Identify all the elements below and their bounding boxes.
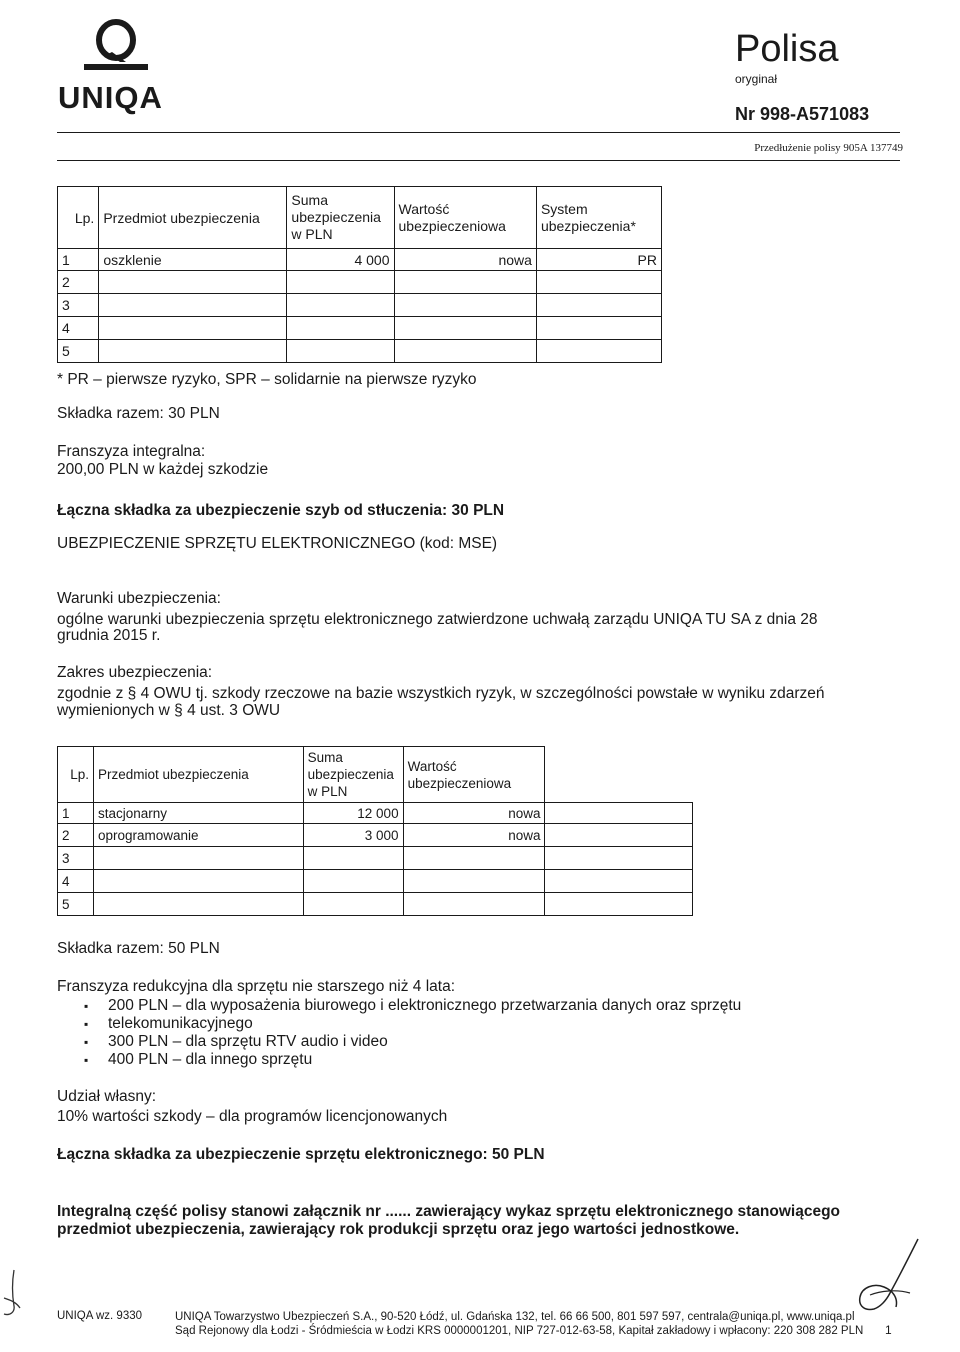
row-value: nowa (403, 803, 545, 824)
integral-franchise-text: 200,00 PLN w każdej szkodzie (57, 461, 269, 478)
attachment-line-2: przedmiot ubezpieczenia, zawierający rok produkcji sprzętu oraz jego wartości jednostkowe. (57, 1221, 740, 1238)
form-code: UNIQA wz. 9330 (57, 1310, 143, 1322)
row-lp: 4 (58, 870, 94, 893)
electronics-section-title: UBEZPIECZENIE SPRZĘTU ELEKTRONICZNEGO (kod: MSE) (57, 535, 498, 552)
row-lp: 5 (58, 893, 94, 916)
electronics-total: Łączna składka za ubezpieczenie sprzętu elektronicznego: 50 PLN (57, 1146, 545, 1163)
header-rule-bottom (57, 160, 900, 161)
row-empty (545, 803, 693, 824)
attachment-line-1: Integralną część polisy stanowi załącznik nr ...... zawierający wykaz sprzętu elektronicznego stanowiącego (57, 1203, 841, 1220)
own-share-text: 10% wartości szkody – dla programów licencjonowanych (57, 1108, 448, 1125)
col-sum-header: Suma ubezpieczenia w PLN (287, 187, 394, 249)
row-sum (287, 340, 394, 363)
row-subject: stacjonarny (93, 803, 303, 824)
table-row (58, 847, 693, 870)
conditions-line-2: grudnia 2015 r. (57, 627, 161, 644)
glass-footnote: * PR – pierwsze ryzyko, SPR – solidarnie na pierwsze ryzyko (57, 371, 477, 388)
row-lp: 4 (58, 317, 99, 340)
col-system-header: System ubezpieczenia* (536, 187, 661, 249)
row-lp: 3 (58, 847, 94, 870)
list-item: ▪ 200 PLN – dla wyposażenia biurowego i elektronicznego przetwarzania danych oraz sprzętu (108, 997, 741, 1015)
col-sum-header: Suma ubezpieczenia w PLN (303, 747, 403, 803)
col-lp-header: Lp. (58, 747, 94, 803)
company-info (175, 1310, 863, 1338)
row-sum: 3 000 (303, 824, 403, 847)
col-lp-header: Lp. (58, 187, 99, 249)
row-empty (545, 824, 693, 847)
row-lp: 5 (58, 340, 99, 363)
logo-text: UNIQA (58, 80, 163, 115)
row-sum (303, 847, 403, 870)
row-subject: oszklenie (99, 249, 287, 271)
row-system (536, 317, 661, 340)
integral-franchise-title: Franszyza integralna: (57, 443, 206, 460)
table-row (58, 893, 693, 916)
renewal-note: Przedłużenie polisy 905A 137749 (754, 142, 903, 154)
row-system (536, 294, 661, 317)
row-value (394, 317, 536, 340)
row-empty (545, 893, 693, 916)
table-row (58, 317, 662, 340)
row-lp: 3 (58, 294, 99, 317)
row-sum (303, 870, 403, 893)
list-item: ▪ telekomunikacyjnego (108, 1015, 741, 1033)
row-subject (93, 870, 303, 893)
row-lp: 2 (58, 271, 99, 294)
row-subject (93, 893, 303, 916)
row-lp: 2 (58, 824, 94, 847)
row-value (394, 294, 536, 317)
equipment-premium: Składka razem: 50 PLN (57, 940, 220, 957)
empty-header (545, 747, 693, 803)
row-system (536, 340, 661, 363)
row-sum (303, 893, 403, 916)
row-subject (99, 340, 287, 363)
own-share-title: Udział własny: (57, 1088, 157, 1105)
row-lp: 1 (58, 249, 99, 271)
table-row (58, 249, 662, 271)
row-sum (287, 271, 394, 294)
conditions-line-1: ogólne warunki ubezpieczenia sprzętu elektronicznego zatwierdzone uchwałą zarządu UNIQA TU SA z dnia 28 (57, 611, 818, 628)
page-number: 1 (885, 1323, 892, 1337)
row-system (536, 271, 661, 294)
row-value (394, 271, 536, 294)
glass-premium: Składka razem: 30 PLN (57, 405, 220, 422)
reduction-franchise-title: Franszyza redukcyjna dla sprzętu nie starszego niż 4 lata: (57, 978, 456, 995)
table-header-row (58, 747, 693, 803)
row-system: PR (536, 249, 661, 271)
row-sum (287, 317, 394, 340)
col-value-header: Wartość ubezpieczeniowa (403, 747, 545, 803)
conditions-title: Warunki ubezpieczenia: (57, 590, 221, 607)
row-subject: oprogramowanie (93, 824, 303, 847)
row-subject (93, 847, 303, 870)
row-value (403, 870, 545, 893)
list-item: ▪ 300 PLN – dla sprzętu RTV audio i video (108, 1033, 741, 1051)
col-subject-header: Przedmiot ubezpieczenia (99, 187, 287, 249)
row-lp: 1 (58, 803, 94, 824)
list-item: ▪ 400 PLN – dla innego sprzętu (108, 1051, 741, 1069)
row-sum: 4 000 (287, 249, 394, 271)
table-header-row (58, 187, 662, 249)
scope-line-1: zgodnie z § 4 OWU tj. szkody rzeczowe na bazie wszystkich ryzyk, w szczególności powstałe w wyniku zdarzeń (57, 685, 825, 702)
initials-mark-icon (0, 1268, 22, 1320)
table-row (58, 803, 693, 824)
row-value: nowa (403, 824, 545, 847)
col-subject-header: Przedmiot ubezpieczenia (93, 747, 303, 803)
row-sum: 12 000 (303, 803, 403, 824)
row-value (403, 893, 545, 916)
row-sum (287, 294, 394, 317)
row-value (403, 847, 545, 870)
reduction-franchise-list (0, 997, 741, 1069)
signature-icon (840, 1235, 930, 1315)
row-subject (99, 271, 287, 294)
company-info-line-1: UNIQA Towarzystwo Ubezpieczeń S.A., 90-520 Łódź, ul. Gdańska 132, tel. 66 66 500, 801 597 597, centrala@uniqa.pl, www.uniqa.pl (175, 1311, 855, 1323)
document-title: Polisa (735, 28, 839, 70)
row-value (394, 340, 536, 363)
row-subject (99, 317, 287, 340)
col-value-header: Wartość ubezpieczeniowa (394, 187, 536, 249)
equipment-table (57, 746, 693, 916)
glass-total: Łączna składka za ubezpieczenie szyb od stłuczenia: 30 PLN (57, 502, 505, 519)
original-label: oryginał (735, 72, 778, 86)
table-row (58, 340, 662, 363)
header-rule-top (57, 132, 900, 133)
table-row (58, 870, 693, 893)
uniqa-logo-icon (82, 18, 150, 78)
row-empty (545, 870, 693, 893)
table-row (58, 271, 662, 294)
scope-line-2: wymienionych w § 4 ust. 3 OWU (57, 702, 281, 719)
scope-title: Zakres ubezpieczenia: (57, 664, 213, 681)
glass-insurance-table (57, 186, 662, 363)
company-info-line-2: Sąd Rejonowy dla Łodzi - Śródmieścia w Łodzi KRS 0000001201, NIP 727-012-63-58, Kapitał zakładowy i wpłacony: 220 308 282 PLN (175, 1325, 864, 1337)
policy-number: Nr 998-A571083 (735, 104, 870, 124)
row-value: nowa (394, 249, 536, 271)
row-subject (99, 294, 287, 317)
table-row (58, 824, 693, 847)
table-row (58, 294, 662, 317)
row-empty (545, 847, 693, 870)
